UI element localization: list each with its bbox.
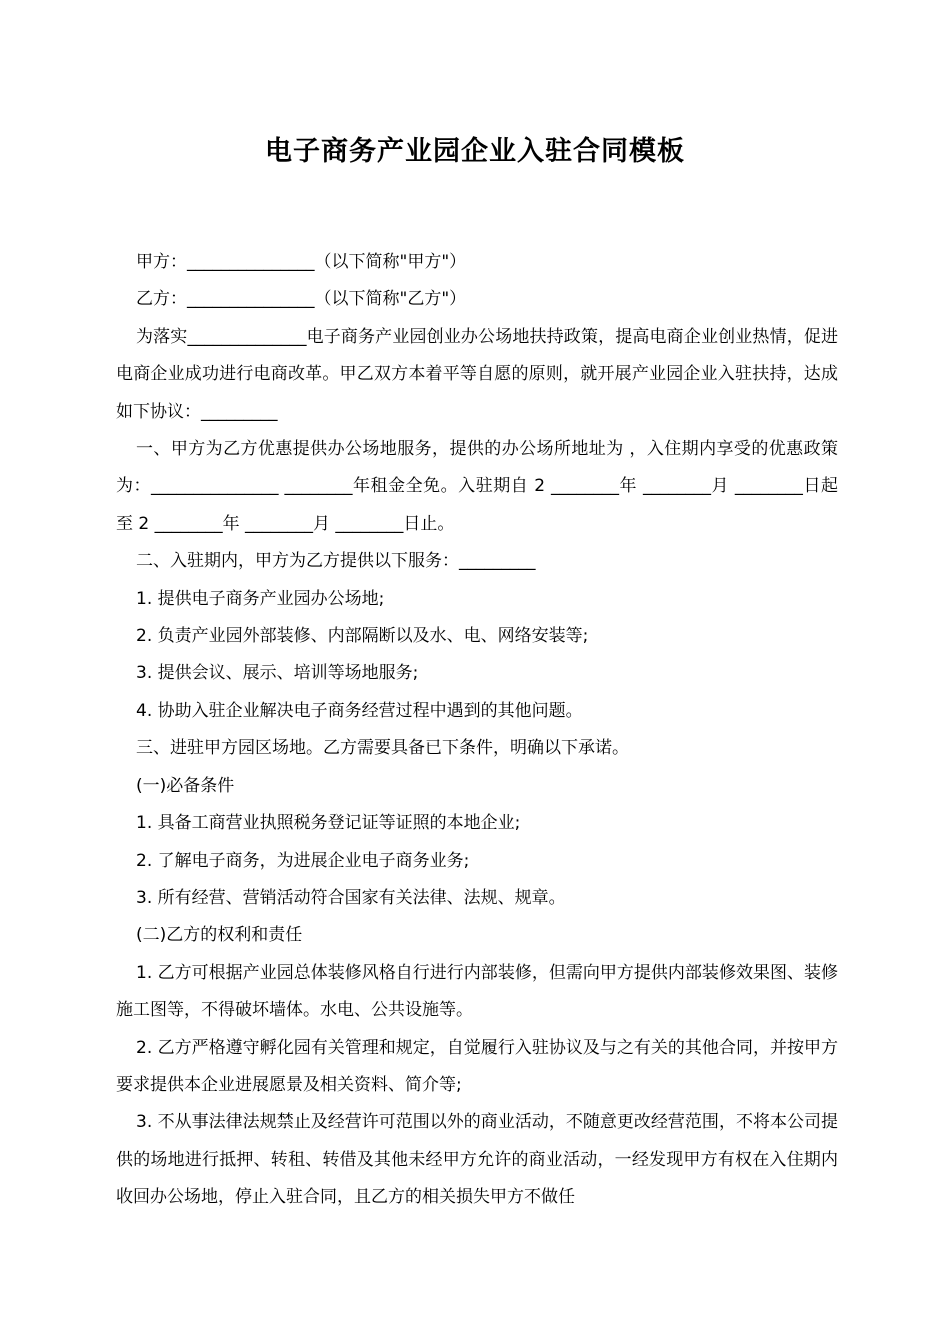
rights-item-1: 1. 乙方可根据产业园总体装修风格自行进行内部装修，但需向甲方提供内部装修效果图、装修施工图等，不得破坏墙体。水电、公共设施等。 [116, 962, 838, 1021]
document-title: 电子商务产业园企业入驻合同模板 [265, 136, 685, 167]
rights-item-2: 2. 乙方严格遵守孵化园有关管理和规定，自觉履行入驻协议及与之有关的其他合同，并按甲方要求提供本企业进展愿景及相关资料、简介等; [116, 1037, 838, 1095]
clause-2-heading: 二、入驻期内，甲方为乙方提供以下服务：_________ [136, 551, 536, 572]
party-b-line: 乙方：_______________（以下简称"乙方"） [136, 289, 467, 310]
clause-2-item-4: 4. 协助入驻企业解决电子商务经营过程中遇到的其他问题。 [136, 700, 583, 721]
section-required-conditions: (一)必备条件 [136, 775, 235, 796]
clause-2-item-3: 3. 提供会议、展示、培训等场地服务; [136, 663, 419, 684]
clause-3-heading: 三、进驻甲方园区场地。乙方需要具备已下条件，明确以下承诺。 [136, 738, 629, 759]
clause-1-paragraph: 一、甲方为乙方优惠提供办公场地服务，提供的办公场所地址为 ，入住期内享受的优惠政策为：_______________ ________年租金全免。入驻期自 2 ________年 ________月 ________日起至 2 ________年 ________月 ________日止。 [116, 439, 838, 534]
clause-2-item-2: 2. 负责产业园外部装修、内部隔断以及水、电、网络安装等; [136, 626, 589, 647]
condition-item-2: 2. 了解电子商务，为进展企业电子商务业务; [136, 850, 470, 871]
clause-2-item-1: 1. 提供电子商务产业园办公场地; [136, 588, 385, 609]
preamble-paragraph: 为落实______________电子商务产业园创业办公场地扶持政策，提高电商企业创业热情，促进电商企业成功进行电商改革。甲乙双方本着平等自愿的原则，就开展产业园企业入驻扶持，达成如下协议：_________ [116, 326, 838, 422]
section-rights-responsibilities: (二)乙方的权利和责任 [136, 925, 303, 946]
party-a-line: 甲方：_______________（以下简称"甲方"） [136, 252, 467, 272]
rights-item-3: 3. 不从事法律法规禁止及经营许可范围以外的商业活动，不随意更改经营范围，不将本公司提供的场地进行抵押、转租、转借及其他未经甲方允许的商业活动，一经发现甲方有权在入住期内收回办公场地，停止入驻合同，且乙方的相关损失甲方不做任 [116, 1112, 838, 1208]
condition-item-3: 3. 所有经营、营销活动符合国家有关法律、法规、规章。 [136, 887, 566, 908]
condition-item-1: 1. 具备工商营业执照税务登记证等证照的本地企业; [136, 813, 521, 834]
document-body [116, 244, 838, 1217]
